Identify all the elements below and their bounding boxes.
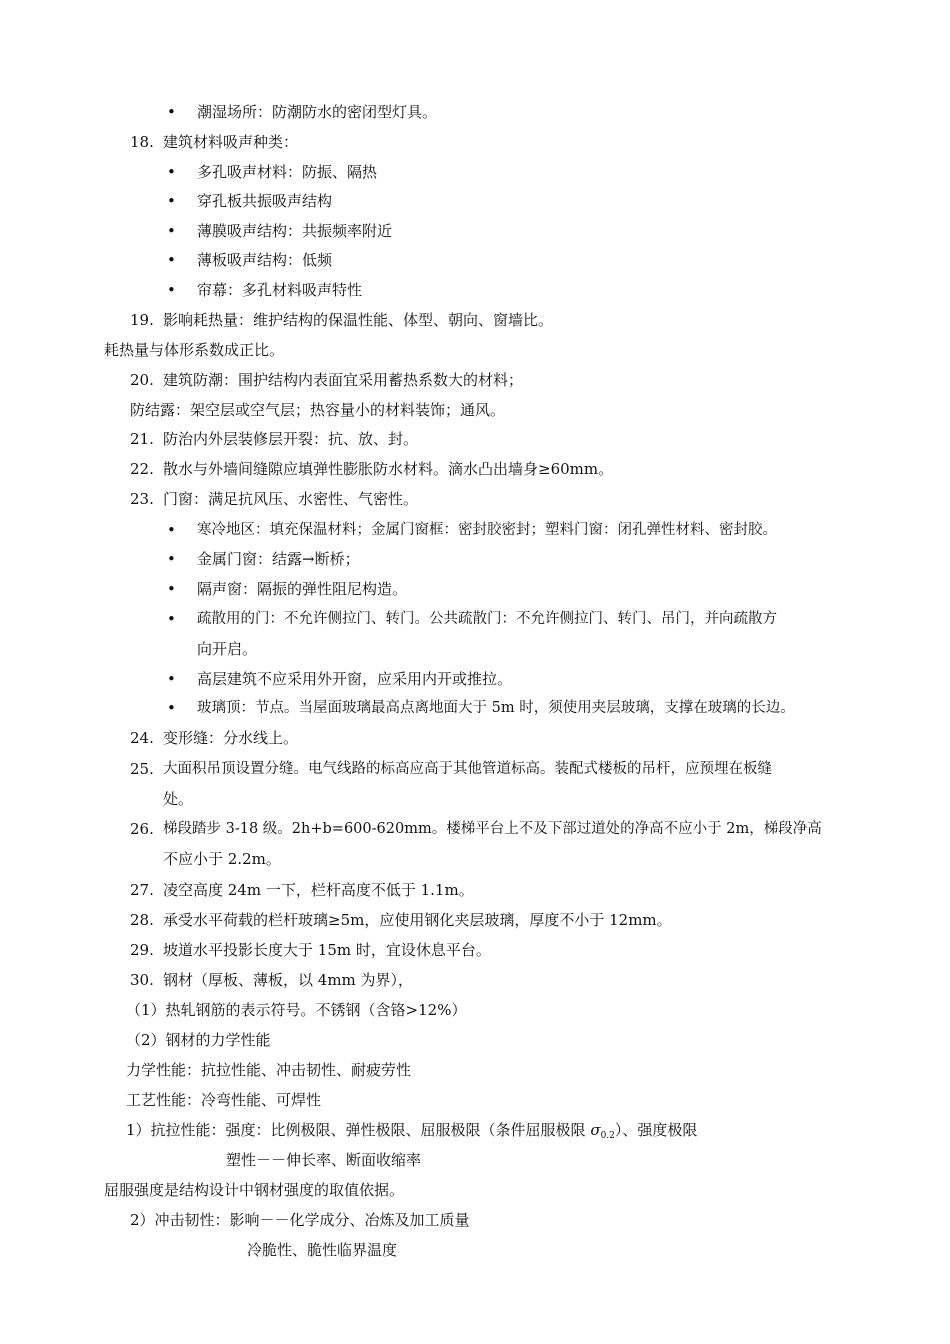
list-item: 影响耗热量：维护结构的保温性能、体型、朝向、窗墙比。 [163, 311, 554, 329]
item-number: 30. [130, 971, 154, 989]
list-item: 疏散用的门：不允许侧拉门、转门。公共疏散门：不允许侧拉门、转门、吊门，并向疏散方 [197, 611, 777, 627]
list-item: 变形缝：分水线上。 [163, 729, 299, 747]
list-item: 门窗：满足抗风压、水密性、气密性。 [163, 490, 419, 508]
bullet-icon: • [167, 281, 176, 299]
paragraph-tensile [126, 1120, 697, 1146]
list-item: 薄板吸声结构：低频 [197, 251, 333, 269]
bullet-icon: • [167, 610, 176, 628]
list-item: 防治内外层装修层开裂：抗、放、封。 [163, 430, 419, 448]
sigma-symbol: σ [590, 1121, 601, 1139]
bullet-icon: • [167, 699, 176, 717]
bullet-icon: • [167, 192, 176, 210]
list-item-continuation: 处。 [163, 790, 194, 808]
item-number: 27. [130, 881, 154, 899]
paragraph: 塑性－－伸长率、断面收缩率 [226, 1151, 422, 1169]
paragraph: 屈服强度是结构设计中钢材强度的取值依据。 [104, 1181, 405, 1199]
list-item: 建筑材料吸声种类： [163, 133, 299, 151]
item-number: 26. [130, 820, 154, 838]
list-item: 建筑防潮：围护结构内表面宜采用蓄热系数大的材料； [163, 371, 524, 389]
list-item: 多孔吸声材料：防振、隔热 [197, 163, 378, 181]
item-number: 18. [130, 133, 154, 151]
bullet-icon: • [167, 670, 176, 688]
list-item: 寒冷地区：填充保温材料；金属门窗框：密封胶密封；塑料门窗：闭孔弹性材料、密封胶。 [197, 522, 777, 538]
item-number: 29. [130, 941, 154, 959]
tensile-text: 1）抗拉性能：强度：比例极限、弹性极限、屈服极限（条件屈服极限 [126, 1121, 591, 1139]
paragraph: （2）钢材的力学性能 [126, 1031, 271, 1049]
list-item: 隔声窗：隔振的弹性阻尼构造。 [197, 580, 408, 598]
paragraph: 2）冲击韧性：影响－－化学成分、冶炼及加工质量 [130, 1211, 470, 1229]
tensile-text-end: ）、强度极限 [614, 1121, 698, 1139]
list-item: 薄膜吸声结构：共振频率附近 [197, 222, 393, 240]
item-number: 23. [130, 490, 154, 508]
bullet-icon: • [167, 251, 176, 269]
list-item: 钢材（厚板、薄板，以 4mm 为界）， [163, 971, 414, 989]
bullet-icon: • [167, 521, 176, 539]
sigma-subscript: 0.2 [600, 1131, 615, 1141]
list-item: 潮湿场所：防潮防水的密闭型灯具。 [197, 103, 438, 121]
bullet-icon: • [167, 550, 176, 568]
list-item: 大面积吊顶设置分缝。电气线路的标高应高于其他管道标高。装配式楼板的吊杆，应预埋在板缝 [163, 761, 772, 777]
item-number: 24. [130, 729, 154, 747]
item-number: 28. [130, 911, 154, 929]
paragraph: 耗热量与体形系数成正比。 [104, 341, 285, 359]
paragraph: 冷脆性、脆性临界温度 [247, 1241, 398, 1259]
paragraph: （1）热轧钢筋的表示符号。不锈钢（含铬>12%） [126, 1001, 467, 1019]
list-item: 金属门窗：结露→断桥； [197, 550, 360, 568]
list-item: 穿孔板共振吸声结构 [197, 192, 333, 210]
item-number: 25. [130, 760, 154, 778]
list-item: 梯段踏步 3-18 级。2h+b=600-620mm。楼梯平台上不及下部过道处的净高不应小于 2m，梯段净高 [163, 821, 822, 837]
list-item: 高层建筑不应采用外开窗，应采用内开或推拉。 [197, 670, 513, 688]
list-item: 承受水平荷载的栏杆玻璃≥5m，应使用钢化夹层玻璃，厚度不小于 12mm。 [163, 911, 672, 929]
list-item-continuation: 向开启。 [197, 640, 258, 658]
item-number: 21. [130, 430, 154, 448]
list-item: 坡道水平投影长度大于 15m 时，宜设休息平台。 [163, 941, 491, 959]
list-item: 散水与外墙间缝隙应填弹性膨胀防水材料。滴水凸出墙身≥60mm。 [163, 460, 614, 478]
bullet-icon: • [167, 103, 176, 121]
item-number: 22. [130, 460, 154, 478]
bullet-icon: • [167, 580, 176, 598]
list-item-continuation: 不应小于 2.2m。 [163, 850, 281, 868]
list-item: 凌空高度 24m 一下，栏杆高度不低于 1.1m。 [163, 881, 474, 899]
bullet-icon: • [167, 163, 176, 181]
bullet-icon: • [167, 222, 176, 240]
item-number: 19. [130, 311, 154, 329]
paragraph: 工艺性能：冷弯性能、可焊性 [126, 1091, 322, 1109]
item-number: 20. [130, 371, 154, 389]
paragraph: 力学性能：抗拉性能、冲击韧性、耐疲劳性 [126, 1061, 412, 1079]
list-item: 玻璃顶：节点。当屋面玻璃最高点离地面大于 5m 时，须使用夹层玻璃，支撑在玻璃的长边。 [197, 700, 795, 716]
paragraph: 防结露：架空层或空气层；热容量小的材料装饰；通风。 [130, 401, 506, 419]
list-item: 帘幕：多孔材料吸声特性 [197, 281, 363, 299]
